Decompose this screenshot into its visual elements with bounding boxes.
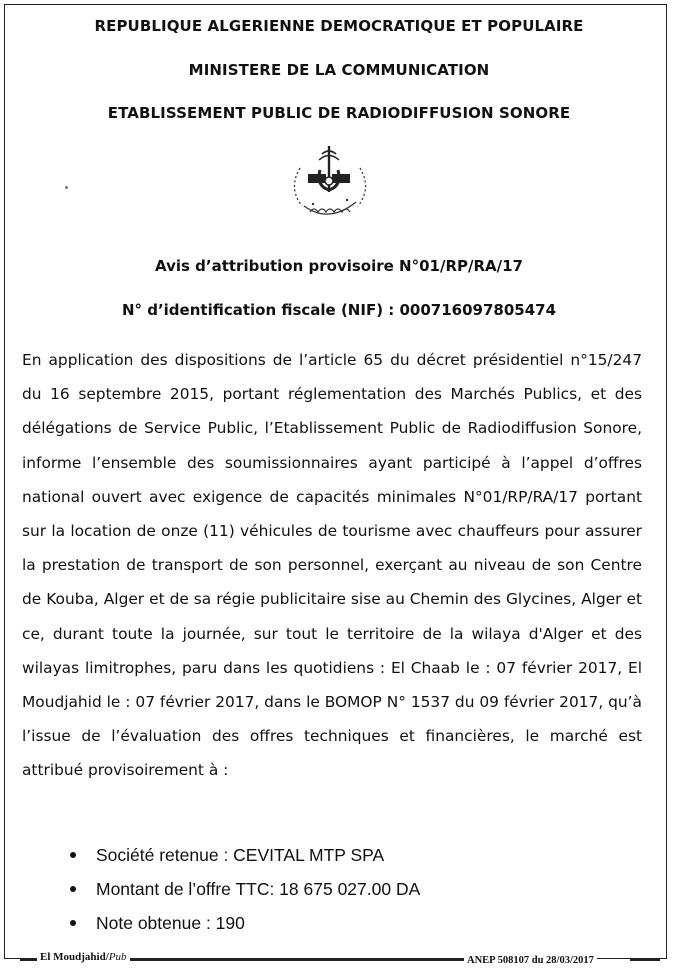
list-item [68, 872, 420, 906]
header-establishment: ETABLISSEMENT PUBLIC DE RADIODIFFUSION SONORE [107, 104, 571, 122]
footer-rule-right [630, 959, 660, 961]
award-list [68, 838, 420, 940]
offer-amount: Montant de l’offre TTC: 18 675 027.00 DA [96, 879, 421, 899]
header-republic: REPUBLIQUE ALGERIENNE DEMOCRATIQUE ET POPULAIRE [94, 17, 584, 35]
header-ministry: MINISTERE DE LA COMMUNICATION [188, 61, 490, 79]
radio-algerienne-logo-icon [280, 140, 380, 226]
publisher-name: El Moudjahid/ [40, 951, 109, 963]
footer-publisher [37, 951, 130, 963]
notice-title: Avis d’attribution provisoire N°01/RP/RA/17 [155, 257, 523, 275]
footer-reference: ANEP 508107 du 28/03/2017 [464, 955, 597, 966]
notice-nif: N° d’identification fiscale (NIF) : 000716097805474 [121, 301, 557, 319]
bullet-icon [70, 920, 76, 926]
bullet-icon [70, 852, 76, 858]
score: Note obtenue : 190 [96, 913, 245, 933]
list-item [68, 838, 420, 872]
publisher-suffix: Pub [108, 951, 127, 963]
notice-body: En application des dispositions de l’article 65 du décret présidentiel n°15/247 du 16 septembre 2015, portant réglementation des Marchés Publics, et des délégations de Service Public, l’Etablissement Public de Radiodiffusion Sonore, informe l’ensemble des soumissionnaires ayant participé à l’appel d’offres national ouvert avec exigence de capacités minimales N°01/RP/RA/17 portant sur la location de onze (11) véhicules de tourisme avec chauffeurs pour assurer la prestation de transport de son personnel, exerçant au niveau de son Centre de Kouba, Alger et de sa régie publicitaire sise au Chemin des Glycines, Alger et ce, durant toute la journée, sur tout le territoire de la wilaya d'Alger et des wilayas limitrophes, paru dans les quotidiens : El Chaab le : 07 février 2017, El Moudjahid le : 07 février 2017, dans le BOMOP N° 1537 du 09 février 2017, qu’à l’issue de l’évaluation des offres techniques et financières, le marché est attribué provisoirement à : [22, 351, 642, 780]
bullet-icon [70, 886, 76, 892]
list-item [68, 906, 420, 940]
speck [65, 186, 68, 189]
awarded-company: Société retenue : CEVITAL MTP SPA [96, 845, 385, 865]
